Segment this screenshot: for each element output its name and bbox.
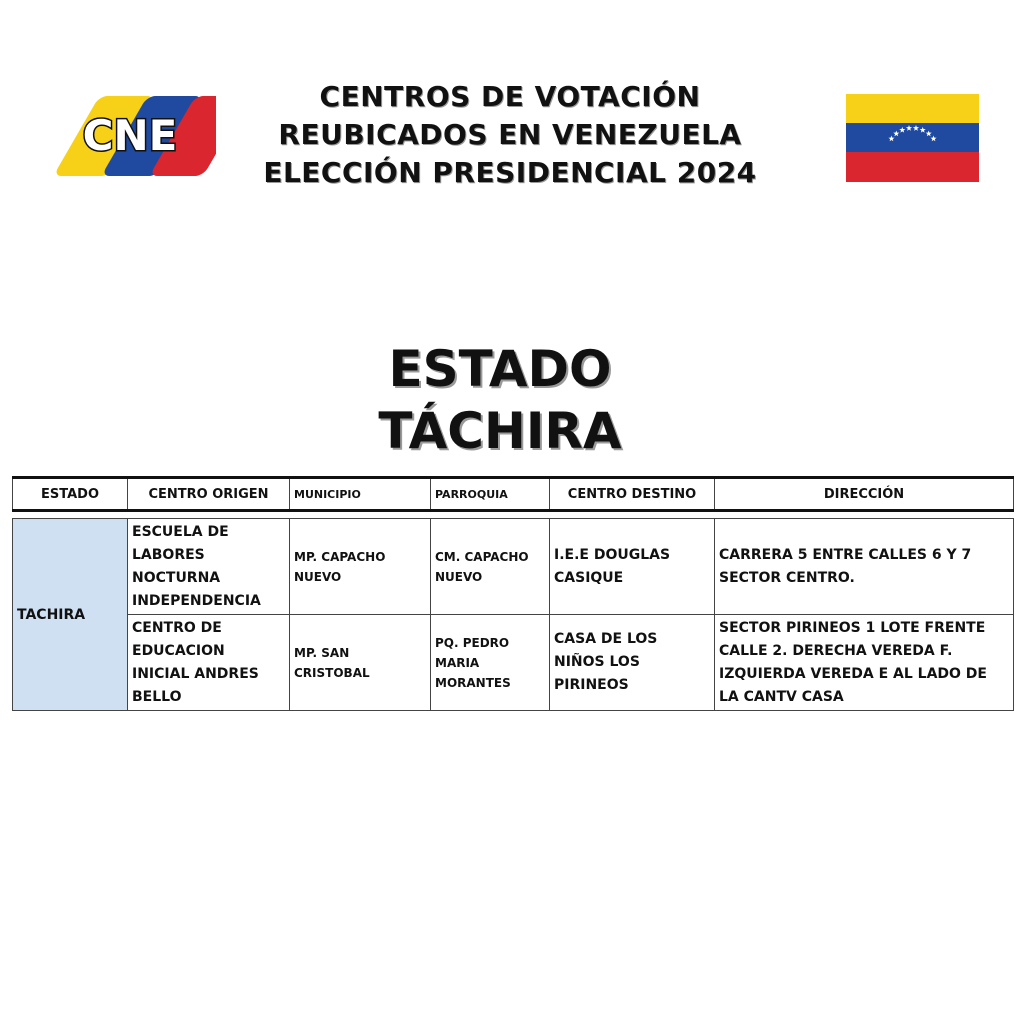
centro-destino-cell: CASA DE LOS NIÑOS LOS PIRINEOS (550, 615, 715, 711)
header-title-line-2: REUBICADOS EN VENEZUELA (278, 118, 742, 151)
centro-destino-cell: I.E.E DOUGLAS CASIQUE (550, 519, 715, 615)
venezuela-flag (846, 94, 979, 182)
header-title (200, 78, 820, 192)
centro-origen-cell: CENTRO DE EDUCACION INICIAL ANDRES BELLO (128, 615, 290, 711)
parroquia-cell: PQ. PEDRO MARIA MORANTES (431, 615, 550, 711)
state-title-line-2: TÁCHIRA (378, 402, 622, 460)
header-title-line-1: CENTROS DE VOTACIÓN (319, 80, 701, 113)
parroquia-cell: CM. CAPACHO NUEVO (431, 519, 550, 615)
direccion-cell: SECTOR PIRINEOS 1 LOTE FRENTE CALLE 2. DERECHA VEREDA F. IZQUIERDA VEREDA E AL LADO DE LA CANTV CASA (715, 615, 1014, 711)
state-title-line-1: ESTADO (388, 340, 612, 398)
column-header-municipio: MUNICIPIO (290, 478, 431, 511)
column-header-centro-destino: CENTRO DESTINO (550, 478, 715, 511)
municipio-cell: MP. CAPACHO NUEVO (290, 519, 431, 615)
column-header-centro-origen: CENTRO ORIGEN (128, 478, 290, 511)
table-row (13, 615, 1014, 711)
table-header-row (13, 478, 1014, 511)
state-title (250, 338, 750, 462)
cne-logo-text: CNE (82, 111, 178, 160)
direccion-cell: CARRERA 5 ENTRE CALLES 6 Y 7 SECTOR CENTRO. (715, 519, 1014, 615)
header-title-line-3: ELECCIÓN PRESIDENCIAL 2024 (263, 156, 757, 189)
relocated-centers-table (12, 476, 1014, 711)
centro-origen-cell: ESCUELA DE LABORES NOCTURNA INDEPENDENCIA (128, 519, 290, 615)
cne-logo (44, 88, 216, 184)
estado-cell: TACHIRA (13, 519, 128, 711)
column-header-estado: ESTADO (13, 478, 128, 511)
municipio-cell: MP. SAN CRISTOBAL (290, 615, 431, 711)
column-header-direccion: DIRECCIÓN (715, 478, 1014, 511)
column-header-parroquia: PARROQUIA (431, 478, 550, 511)
table-row (13, 519, 1014, 615)
